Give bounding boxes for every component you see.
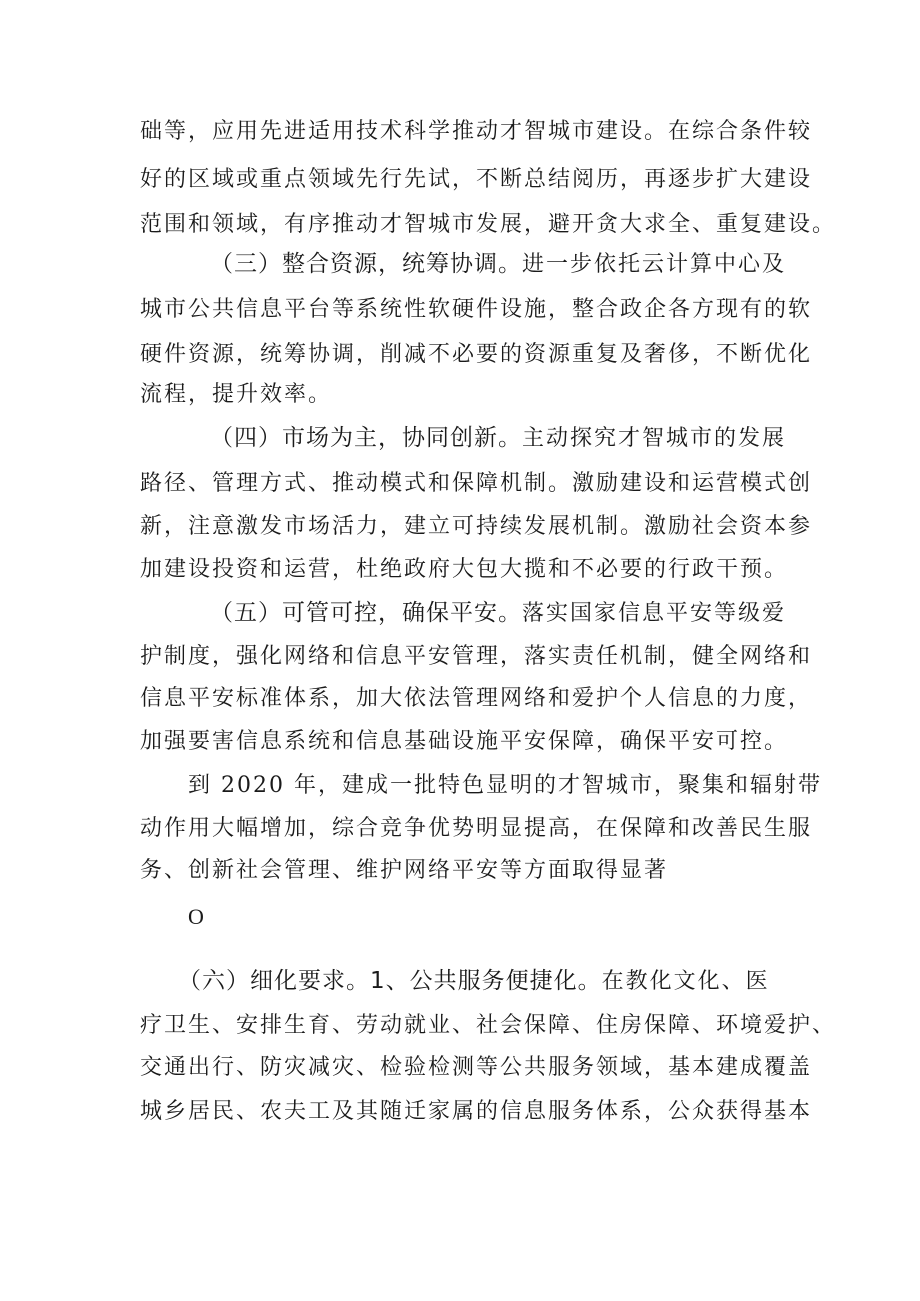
text-line: 护制度，强化网络和信息平安管理，落实责任机制，健全网络和 xyxy=(140,644,813,669)
paragraph-first-line xyxy=(210,598,786,629)
section-heading: （六）细化要求。1、公共服务便捷化。 xyxy=(178,968,602,994)
text-line: 好的区域或重点领域先行先试，不断总结阅历，再逐步扩大建设 xyxy=(140,167,813,192)
text-line: 范围和领域，有序推动才智城市发展，避开贪大求全、重复建设。 xyxy=(140,212,837,237)
text-line: 城市公共信息平台等系统性软硬件设施，整合政企各方现有的软 xyxy=(140,297,813,322)
section-heading: （三）整合资源，统筹协调。 xyxy=(210,251,522,277)
lone-mark: O xyxy=(188,904,204,929)
text-line: 加建设投资和运营，杜绝政府大包大揽和不必要的行政干预。 xyxy=(140,557,789,582)
text-run: 主动探究才智城市的发展 xyxy=(522,426,787,451)
section-heading: （五）可管可控，确保平安。 xyxy=(210,600,522,626)
section-heading: （四）市场为主，协同创新。 xyxy=(210,425,522,451)
text-line: 疗卫生、安排生育、劳动就业、社会保障、住房保障、环境爱护、 xyxy=(140,1013,837,1038)
text-run: 在教化文化、医 xyxy=(601,969,770,994)
text-run: 进一步依托云计算中心及 xyxy=(522,252,787,277)
paragraph-first-line xyxy=(210,423,786,454)
text-line: 硬件资源，统筹协调，削减不必要的资源重复及奢侈，不断优化 xyxy=(140,342,813,367)
text-line: 路径、管理方式、推动模式和保障机制。激励建设和运营模式创 xyxy=(140,471,813,496)
text-line: 动作用大幅增加，综合竞争优势明显提高，在保障和改善民生服 xyxy=(140,816,813,841)
paragraph-first-line: 到 2020 年，建成一批特色显明的才智城市，聚集和辐射带 xyxy=(188,773,822,798)
text-line: 信息平安标准体系，加大依法管理网络和爱护个人信息的力度， xyxy=(140,686,813,711)
text-line: 新，注意激发市场活力，建立可持续发展机制。激励社会资本参 xyxy=(140,514,813,539)
text-run: 落实国家信息平安等级爱 xyxy=(522,601,787,626)
paragraph-first-line xyxy=(178,966,770,997)
text-line: 流程，提升效率。 xyxy=(140,382,333,407)
text-line: 交通出行、防灾减灾、检验检测等公共服务领域，基本建成覆盖 xyxy=(140,1055,813,1080)
paragraph-first-line xyxy=(210,249,786,280)
text-line: 础等，应用先进适用技术科学推动才智城市建设。在综合条件较 xyxy=(140,119,813,144)
text-line: 城乡居民、农夫工及其随迁家属的信息服务体系，公众获得基本 xyxy=(140,1099,813,1124)
text-line: 务、创新社会管理、维护网络平安等方面取得显著 xyxy=(140,858,669,883)
text-line: 加强要害信息系统和信息基础设施平安保障，确保平安可控。 xyxy=(140,729,789,754)
